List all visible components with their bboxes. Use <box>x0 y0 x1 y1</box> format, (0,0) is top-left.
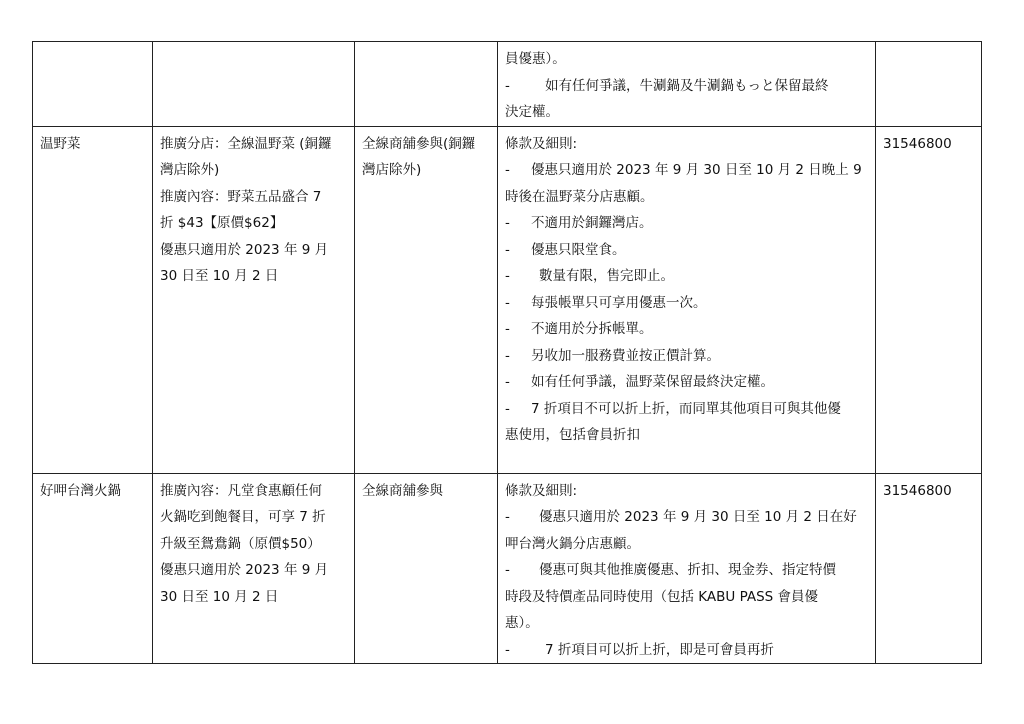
terms-text: 不適用於分拆帳單。 <box>531 321 653 337</box>
participation-line: 灣店除外) <box>362 162 422 178</box>
terms-continuation: 惠使用，包括會員折扣 <box>505 427 640 443</box>
terms-text: 如有任何爭議，温野菜保留最終決定權。 <box>531 374 774 390</box>
cell-terms <box>498 126 876 473</box>
participation-line: 全線商舖參與(銅鑼 <box>362 135 476 152</box>
terms-text: 優惠只適用於 2023 年 9 月 30 日至 10 月 2 日晚上 9 <box>531 162 862 178</box>
cell-restaurant-empty <box>33 42 153 127</box>
terms-continuation: 時後在温野菜分店惠顧。 <box>505 188 654 205</box>
terms-continuation: 惠）。 <box>505 615 539 631</box>
promo-line: 30 日至 10 月 2 日 <box>160 268 279 284</box>
cell-promo <box>153 126 355 473</box>
phone-number: 31546800 <box>883 135 952 152</box>
promo-line: 優惠只適用於 2023 年 9 月 <box>160 241 329 258</box>
terms-line: 員優惠）。 <box>505 51 566 67</box>
terms-text: 每張帳單只可享用優惠一次。 <box>531 294 707 311</box>
bullet-dash: - <box>505 294 510 311</box>
terms-bullet <box>505 343 868 370</box>
terms-text: 另收加一服務費並按正價計算。 <box>531 347 720 364</box>
cell-participation <box>355 473 498 664</box>
promo-line: 30 日至 10 月 2 日 <box>160 588 279 605</box>
cell-restaurant <box>33 126 153 473</box>
terms-continuation: 時段及特價產品同時使用（包括 KABU PASS 會員優 <box>505 588 819 605</box>
terms-bullet <box>505 237 868 264</box>
bullet-dash: - <box>505 509 510 525</box>
terms-bullet <box>505 396 868 423</box>
terms-bullet <box>505 637 868 664</box>
table-row-continuation <box>33 42 982 127</box>
terms-bullet <box>505 263 868 290</box>
promo-line: 推廣內容：凡堂食惠顧任何 <box>160 482 322 499</box>
promo-line: 灣店除外) <box>160 162 220 178</box>
cell-participation-empty <box>355 42 498 127</box>
terms-text: 數量有限，售完即止。 <box>539 268 674 284</box>
bullet-dash: - <box>505 241 510 258</box>
terms-text: 如有任何爭議，牛涮鍋及牛涮鍋もっと保留最終 <box>545 77 829 94</box>
cell-restaurant <box>33 473 153 664</box>
terms-text: 7 折項目不可以折上折，而同單其他項目可與其他優 <box>531 400 841 417</box>
terms-bullet <box>505 210 868 237</box>
promo-line: 升級至鴛鴦鍋（原價$50） <box>160 535 321 552</box>
cell-phone <box>876 126 982 473</box>
table-row-onsai <box>33 126 982 473</box>
bullet-dash: - <box>505 77 510 94</box>
table-row-hotpot <box>33 473 982 664</box>
terms-text: 優惠只限堂食。 <box>531 241 626 258</box>
participation-line: 全線商舖參與 <box>362 482 443 499</box>
promo-line: 優惠只適用於 2023 年 9 月 <box>160 562 329 578</box>
bullet-dash: - <box>505 562 510 578</box>
cell-terms-continuation <box>498 42 876 127</box>
cell-participation <box>355 126 498 473</box>
terms-title: 條款及細則: <box>505 135 578 152</box>
restaurant-name: 温野菜 <box>40 135 81 152</box>
terms-text: 優惠只適用於 2023 年 9 月 30 日至 10 月 2 日在好 <box>539 509 857 525</box>
terms-continuation: 呷台灣火鍋分店惠顧。 <box>505 535 640 552</box>
bullet-dash: - <box>505 400 510 417</box>
terms-text: 不適用於銅鑼灣店。 <box>531 215 653 231</box>
bullet-dash: - <box>505 162 510 178</box>
terms-bullet <box>505 369 868 396</box>
terms-bullet <box>505 316 868 343</box>
terms-bullet <box>505 157 868 184</box>
cell-promo-empty <box>153 42 355 127</box>
cell-phone <box>876 473 982 664</box>
terms-bullet <box>505 73 868 100</box>
terms-bullet <box>505 557 868 584</box>
cell-promo <box>153 473 355 664</box>
bullet-dash: - <box>505 374 510 390</box>
terms-bullet <box>505 504 868 531</box>
terms-text: 優惠可與其他推廣優惠、折扣、現金券、指定特價 <box>539 562 836 578</box>
bullet-dash: - <box>505 347 510 364</box>
bullet-dash: - <box>505 321 510 337</box>
promo-line: 折 $43【原價$62】 <box>160 215 284 231</box>
terms-bullet <box>505 290 868 317</box>
promo-line: 推廣分店：全線温野菜 (銅鑼 <box>160 135 332 152</box>
phone-number: 31546800 <box>883 482 952 499</box>
bullet-dash: - <box>505 215 510 231</box>
promotion-terms-table <box>32 41 982 664</box>
promo-line: 火鍋吃到飽餐目，可享 7 折 <box>160 509 326 525</box>
terms-line: 決定權。 <box>505 104 559 120</box>
terms-text: 7 折項目可以折上折，即是可會員再折 <box>545 641 774 658</box>
terms-title: 條款及細則: <box>505 482 578 499</box>
cell-phone-empty <box>876 42 982 127</box>
bullet-dash: - <box>505 641 510 658</box>
bullet-dash: - <box>505 268 510 284</box>
cell-terms <box>498 473 876 664</box>
promo-line: 推廣內容：野菜五品盛合 7 <box>160 188 322 205</box>
restaurant-name: 好呷台灣火鍋 <box>40 482 121 499</box>
